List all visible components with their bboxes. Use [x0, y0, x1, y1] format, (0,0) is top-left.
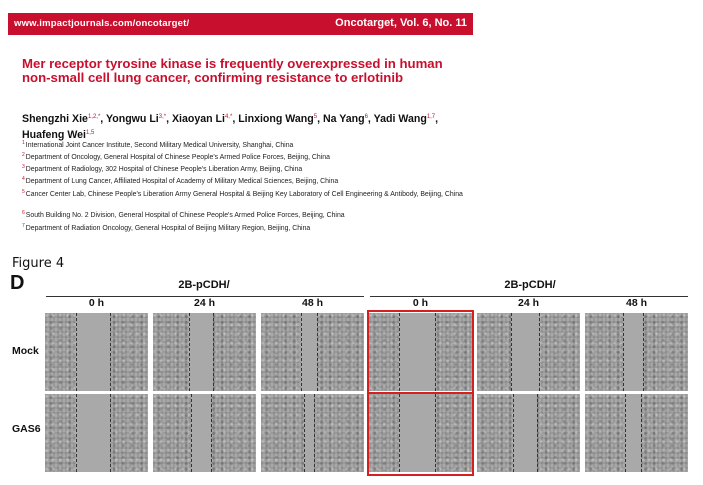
micrograph-gas6-24h-b [477, 394, 580, 472]
micrograph-mock-24h [153, 313, 256, 391]
micrograph-mock-24h-b [477, 313, 580, 391]
panel-letter: D [10, 272, 25, 294]
micrograph-mock-0h [45, 313, 148, 391]
figure-caption: Figure 4 [12, 256, 65, 271]
time-label: 24 h [193, 297, 215, 309]
affiliation: $^3$Department of Radiology, 302 Hospital of Chinese People's Liberation Army, Beijing, China [22, 164, 303, 173]
author: Xiaoyan $Li^{4,*}$ [171, 113, 233, 125]
micrograph-gas6-48h-b [585, 394, 688, 472]
time-label: 0 h [88, 297, 105, 309]
author: Huafeng Wei$^{1,5}$ [22, 129, 95, 141]
author: Na Yang$^6$ [322, 113, 368, 125]
time-label: 48 h [625, 297, 647, 309]
row-label-mock: Mock [12, 345, 39, 357]
micrograph-gas6-0h [45, 394, 148, 472]
affiliation: $^4$Department of Lung Cancer, Affiliated Hospital of Academy of Military Medical Sciences, Beijing, China [22, 176, 339, 185]
affiliation: $^6$South Building No. 2 Division, General Hospital of Chinese People's Armed Police Forces, Beijing, China [22, 210, 345, 219]
author-list: Shengzhi Xie$^{1,2,*}$, Yongwu $Li^{3,*}$, Xiaoyan $Li^{4,*}$, Linxiong Wang$^5$, Na Yang$^6$, Yadi Wang$^{1,7}$, Huafeng Wei$^{1,5}$ [22, 113, 439, 141]
group-label: 2B-pCDH/ [178, 279, 230, 291]
journal-url: www.impactjournals.com/oncotarget/ [14, 18, 190, 29]
author: Yongwu $Li^{3,*}$ [105, 113, 167, 125]
affiliation: $^1$International Joint Cancer Institute, Second Military Medical University, Shanghai, China [22, 140, 294, 149]
highlight-box-gas6 [367, 392, 474, 476]
affiliation: $^2$Department of Oncology, General Hospital of Chinese People's Armed Police Forces, Beijing, China [22, 152, 330, 161]
affiliation: $^7$Department of Radiation Oncology, General Hospital of Beijing Military Region, Beijing, China [22, 223, 311, 232]
micrograph-gas6-48h [261, 394, 364, 472]
micrograph-mock-48h [261, 313, 364, 391]
micrograph-gas6-24h [153, 394, 256, 472]
author: Shengzhi Xie$^{1,2,*}$ [22, 113, 101, 125]
time-label: 24 h [517, 297, 539, 309]
time-label: 0 h [412, 297, 429, 309]
affiliation: $^5$Cancer Center Lab, Chinese People's Liberation Army General Hospital & Beijing Key Laboratory of Cell Engineering & Antibody, Beijing, China [22, 189, 463, 198]
article-title: Mer receptor tyrosine kinase is frequently overexpressed in human non-small cell lung cancer, confirming resistance to erlotinib [22, 56, 443, 85]
author: Yadi Wang$^{1,7}$ [373, 113, 436, 125]
group-label: 2B-pCDH/ [504, 279, 556, 291]
highlight-box-mock [367, 310, 474, 394]
row-label-gas6: GAS6 [12, 423, 41, 435]
author: Linxiong Wang$^5$ [238, 113, 318, 125]
journal-citation: Oncotarget, Vol. 6, No. 11 [335, 17, 467, 29]
micrograph-mock-48h-b [585, 313, 688, 391]
journal-header-bar [8, 13, 473, 35]
time-label: 48 h [301, 297, 323, 309]
